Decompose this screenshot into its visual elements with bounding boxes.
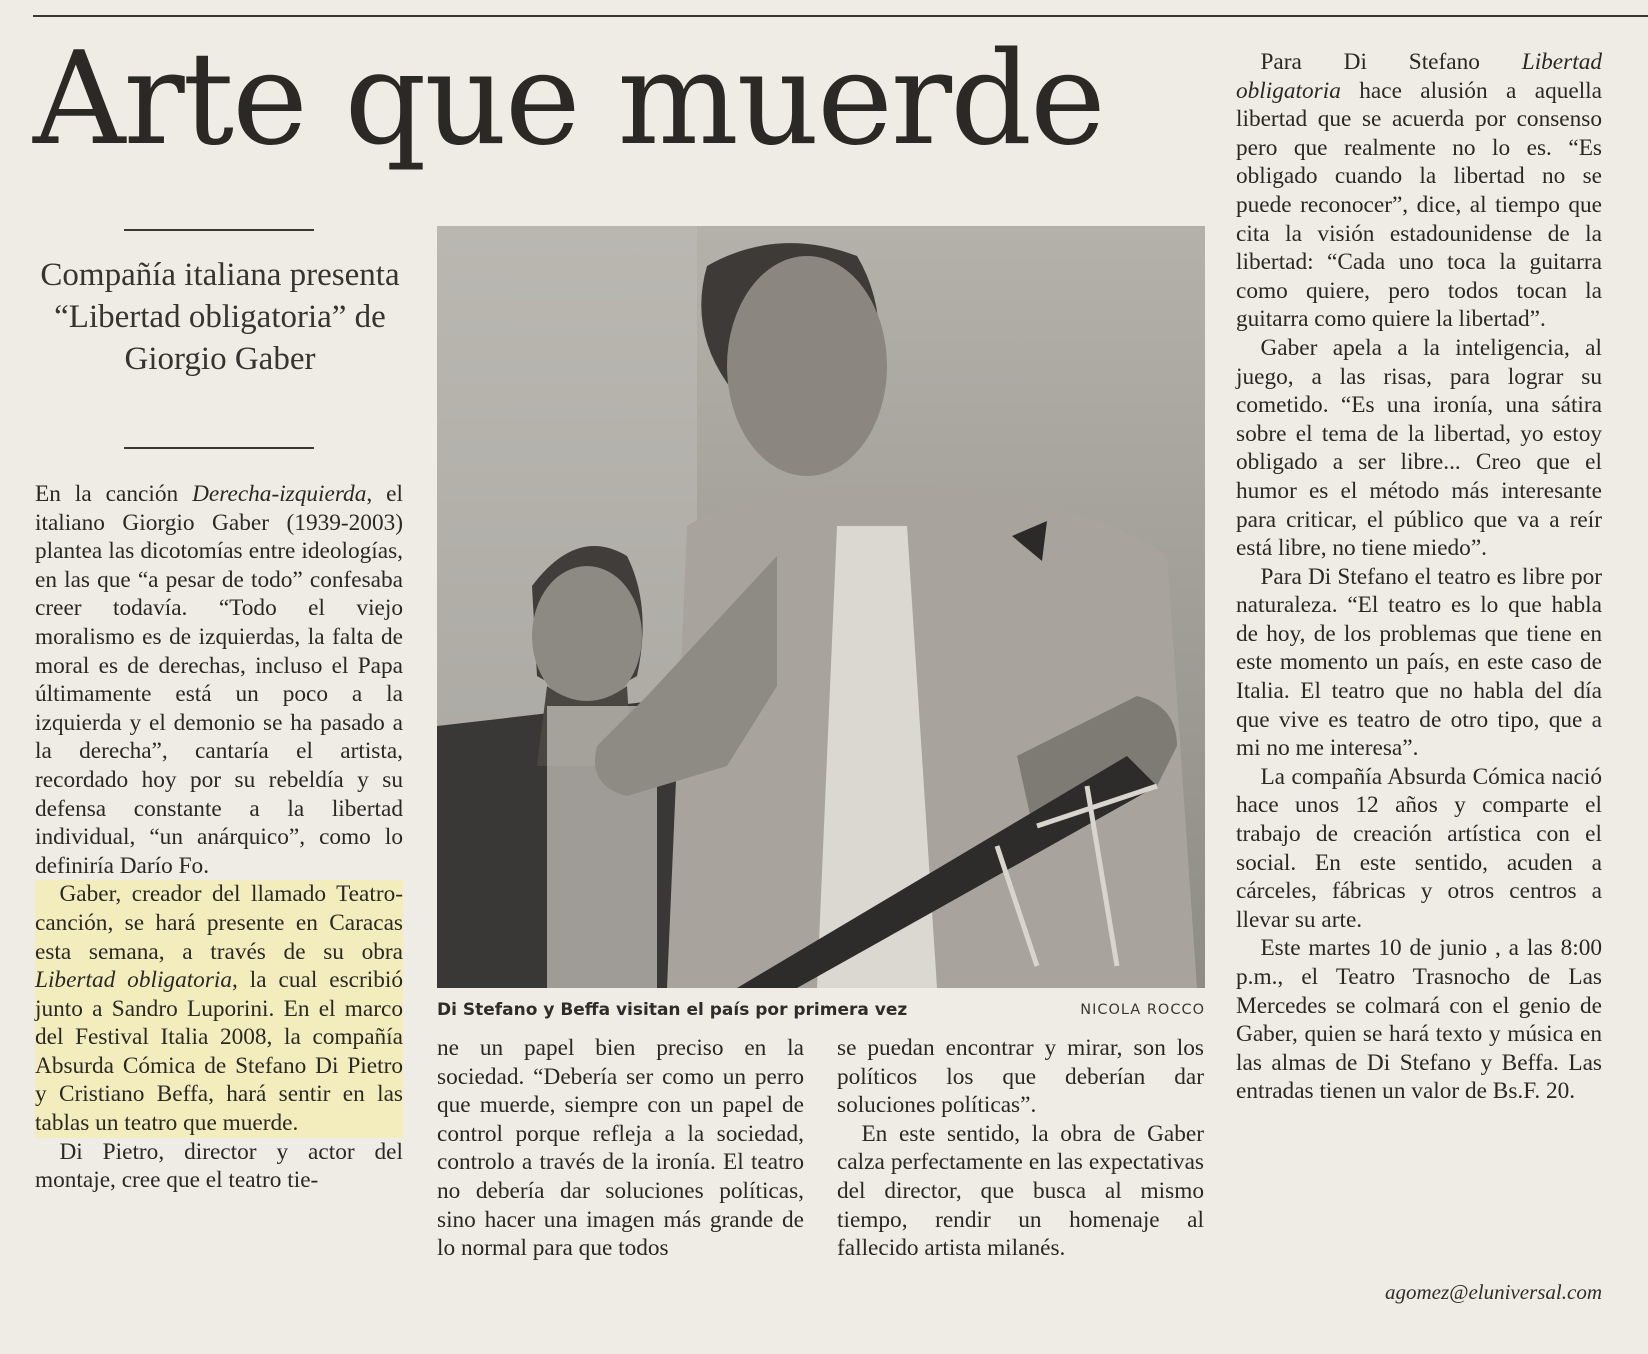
paragraph: En este sentido, la obra de Gaber calza perfectamente en las expectativas del director, que busca al mismo tiempo, rendir un homenaje al fallecido artista milanés.: [837, 1120, 1204, 1262]
deck-bottom-rule: [124, 447, 314, 449]
paragraph: Di Pietro, director y actor del montaje, cree que el teatro tie-: [35, 1138, 403, 1194]
paragraph: Gaber apela a la inteligencia, al juego, a las risas, para lograr su cometido. “Es una ironía, una sátira sobre el tema de la libertad, yo estoy obligado a ser libre... Creo que el humor es el método más interesante para criticar, el público que va a reír está libre, no tiene miedo”.: [1236, 334, 1602, 562]
photo-caption: Di Stefano y Beffa visitan el país por primera vez: [437, 1000, 908, 1020]
paragraph: Para Di Stefano el teatro es libre por naturaleza. “El teatro es lo que habla de hoy, de los problemas que tiene en este momento un país, en este caso de Italia. El teatro que no habla del día que vive es teatro de otro tipo, que a mi no me interesa”.: [1236, 563, 1602, 762]
play-title: Libertad obligatoria: [1236, 49, 1602, 104]
paragraph: La compañía Absurda Cómica nació hace unos 12 años y comparte el trabajo de creación artística con el social. En este sentido, acuden a cárceles, fábricas y otros centros a llevar su arte.: [1236, 763, 1602, 933]
article-column-2: [437, 1034, 804, 1263]
deck-subheadline: Compañía italiana presenta “Libertad obligatoria” de Giorgio Gaber: [40, 257, 400, 377]
photo-caption-bar: [437, 998, 1205, 1024]
article-column-3: [837, 1034, 1204, 1263]
paragraph-text: , la cual escribió junto a Sandro Luporini. En el marco del Festival Italia 2008, la compañía Absurda Cómica de Stefano Di Pietro y Cristiano Beffa, hará sentir en las tablas un teatro que muerde.: [35, 967, 403, 1137]
deck-top-rule: [124, 229, 314, 231]
photo-credit: NICOLA ROCCO: [1080, 1002, 1205, 1018]
paragraph-text: , el italiano Giorgio Gaber (1939-2003) plantea las dicotomías entre ideologías, en las que “a pesar de todo” confesaba creer todavía. “Todo el viejo moralismo es de izquierdas, la falta de moral es de derechas, incluso el Papa últimamente está un poco a la izquierda y el demonio se ha pasado a la derecha”, cantaría el artista, recordado hoy por su rebeldía y su defensa constante a la libertad individual, “un anárquico”, como lo definiría Darío Fo.: [35, 481, 403, 879]
play-title: Libertad obligatoria: [35, 967, 233, 994]
page-top-rule: [33, 15, 1648, 17]
article-column-4: [1236, 48, 1602, 1106]
photo-image: [437, 226, 1205, 988]
author-email: agomez@eluniversal.com: [1384, 1280, 1602, 1304]
article-column-1: [35, 480, 403, 1195]
paragraph-text: Para Di Stefano: [1260, 49, 1522, 75]
paragraph-text: hace alusión a aquella libertad que se acuerda por consenso pero que realmente no lo es. “Es obligado cuando la libertad no se puede reconocer”, dice, al tiempo que cita la visión estadounidense de la libertad: “Cada uno toca la guitarra como quiere, pero todos tocan la guitarra como quiere la libertad”.: [1236, 77, 1602, 333]
highlighted-paragraph: [35, 880, 403, 1137]
paragraph: [35, 480, 403, 880]
paragraph: se puedan encontrar y mirar, son los políticos los que deberían dar soluciones políticas”.: [837, 1035, 1204, 1119]
paragraph: ne un papel bien preciso en la sociedad. “Debería ser como un perro que muerde, siempre con un papel de control porque refleja a la sociedad, controlo a través de la ironía. El teatro no debería dar soluciones políticas, sino hacer una imagen más grande de lo normal para que todos: [437, 1035, 804, 1262]
paragraph: [1236, 48, 1602, 334]
paragraph-text: En la canción: [35, 481, 193, 507]
paragraph-text: Gaber, creador del llamado Teatro-canción, se hará presente en Caracas esta semana, a través de su obra: [35, 881, 403, 965]
article-photo: [437, 226, 1205, 988]
paragraph: Este martes 10 de junio , a las 8:00 p.m., el Teatro Trasnocho de Las Mercedes se colmará con el genio de Gaber, quien se hará texto y música en las almas de Di Stefano y Beffa. Las entradas tienen un valor de Bs.F. 20.: [1236, 935, 1602, 1105]
headline: Arte que muerde: [33, 25, 1104, 174]
song-title: Derecha-izquierda: [192, 481, 367, 507]
